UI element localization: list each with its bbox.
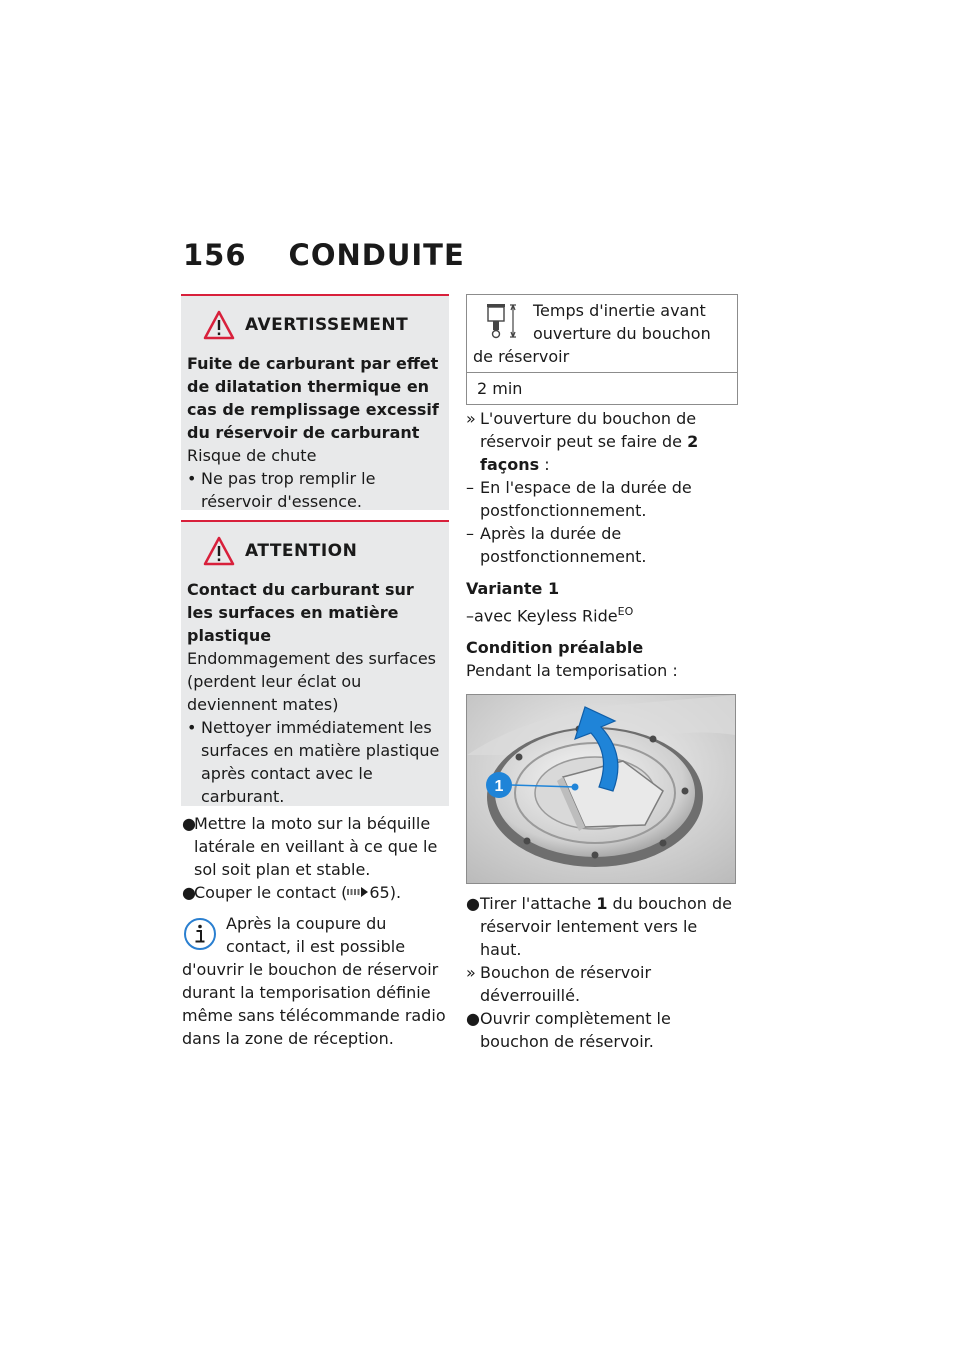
figure-callout-1: 1 — [494, 778, 504, 796]
spec-table — [466, 294, 738, 405]
attention-label: ATTENTION — [245, 541, 358, 561]
page-header — [183, 238, 465, 282]
page-reference-arrow-icon — [347, 886, 369, 898]
caliper-icon — [481, 301, 523, 341]
warning-label: AVERTISSEMENT — [245, 315, 409, 335]
dash-marker: – — [466, 524, 474, 543]
left-column — [182, 812, 452, 1050]
step-bullet: ● — [466, 894, 480, 914]
result-marker: » — [466, 963, 476, 983]
step-bullet: ● — [182, 814, 196, 833]
option-during-afterrun: – En l'espace de la durée de postfonctionnement. — [466, 478, 692, 520]
result-opening-ways: » L'ouverture du bouchon de réservoir peut se faire de 2 façons : — [466, 409, 699, 474]
attention-action: • Nettoyer immédiatement les surfaces en matière plastique après contact avec le carburant. — [187, 716, 443, 808]
info-note-text: Après la coupure du contact, il est possible d'ouvrir le bouchon de réservoir durant la temporisation définie même sans télécommande radio dans la zone de réception. — [182, 914, 446, 1048]
warning-title: Fuite de carburant par effet de dilatation thermique en cas de remplissage excessif du réservoir de carburant — [187, 354, 439, 442]
step-ignition-off: ● Couper le contact ( 65). — [182, 883, 402, 902]
condition-text: Pendant la temporisation : — [466, 661, 678, 681]
page-number: 156 — [183, 238, 247, 272]
warning-risk: Risque de chute — [187, 446, 317, 465]
info-icon — [182, 916, 218, 952]
warning-box — [181, 294, 449, 510]
option-after-afterrun: – Après la durée de postfonctionnement. — [466, 524, 647, 566]
caution-triangle-icon — [203, 536, 235, 566]
spec-value: 2 min — [467, 373, 738, 405]
warning-triangle-icon — [203, 310, 235, 340]
attention-risk: Endommagement des surfaces (perdent leur éclat ou deviennent mates) — [187, 649, 436, 714]
page-reference[interactable]: 65 — [369, 883, 390, 902]
variant-text: –avec Keyless Ride$^{EO}$ — [466, 605, 634, 626]
right-column — [466, 294, 741, 1053]
chapter-title: CONDUITE — [288, 238, 465, 272]
step-open-cap: ● Ouvrir complètement le bouchon de réservoir. — [466, 1009, 671, 1052]
result-marker: » — [466, 409, 476, 428]
fuel-cap-figure — [466, 694, 736, 884]
info-note — [182, 912, 452, 1050]
spec-label: Temps d'inertie avant ouverture du bouchon de réservoir — [473, 301, 711, 366]
step-bullet: ● — [466, 1009, 480, 1029]
result-unlocked: » Bouchon de réservoir déverrouillé. — [466, 963, 652, 1006]
variant-superscript: EO — [617, 605, 634, 618]
variant-title: Variante 1 — [466, 579, 560, 598]
attention-box — [181, 520, 449, 806]
spec-label-cell — [467, 295, 738, 373]
warning-header — [187, 308, 443, 342]
fuel-cap-illustration — [467, 695, 735, 883]
condition-title: Condition préalable — [466, 638, 644, 658]
dash-marker: – — [466, 478, 474, 497]
step-pull-latch: ● Tirer l'attache 1 du bouchon de réservoir lentement vers le haut. — [466, 894, 732, 960]
attention-title: Contact du carburant sur les surfaces en matière plastique — [187, 580, 414, 645]
step-bullet: ● — [182, 883, 196, 902]
attention-header — [187, 534, 443, 568]
step-sidestand: ● Mettre la moto sur la béquille latérale en veillant à ce que le sol soit plan et stable. — [182, 814, 438, 879]
warning-action: • Ne pas trop remplir le réservoir d'essence. — [187, 467, 443, 513]
